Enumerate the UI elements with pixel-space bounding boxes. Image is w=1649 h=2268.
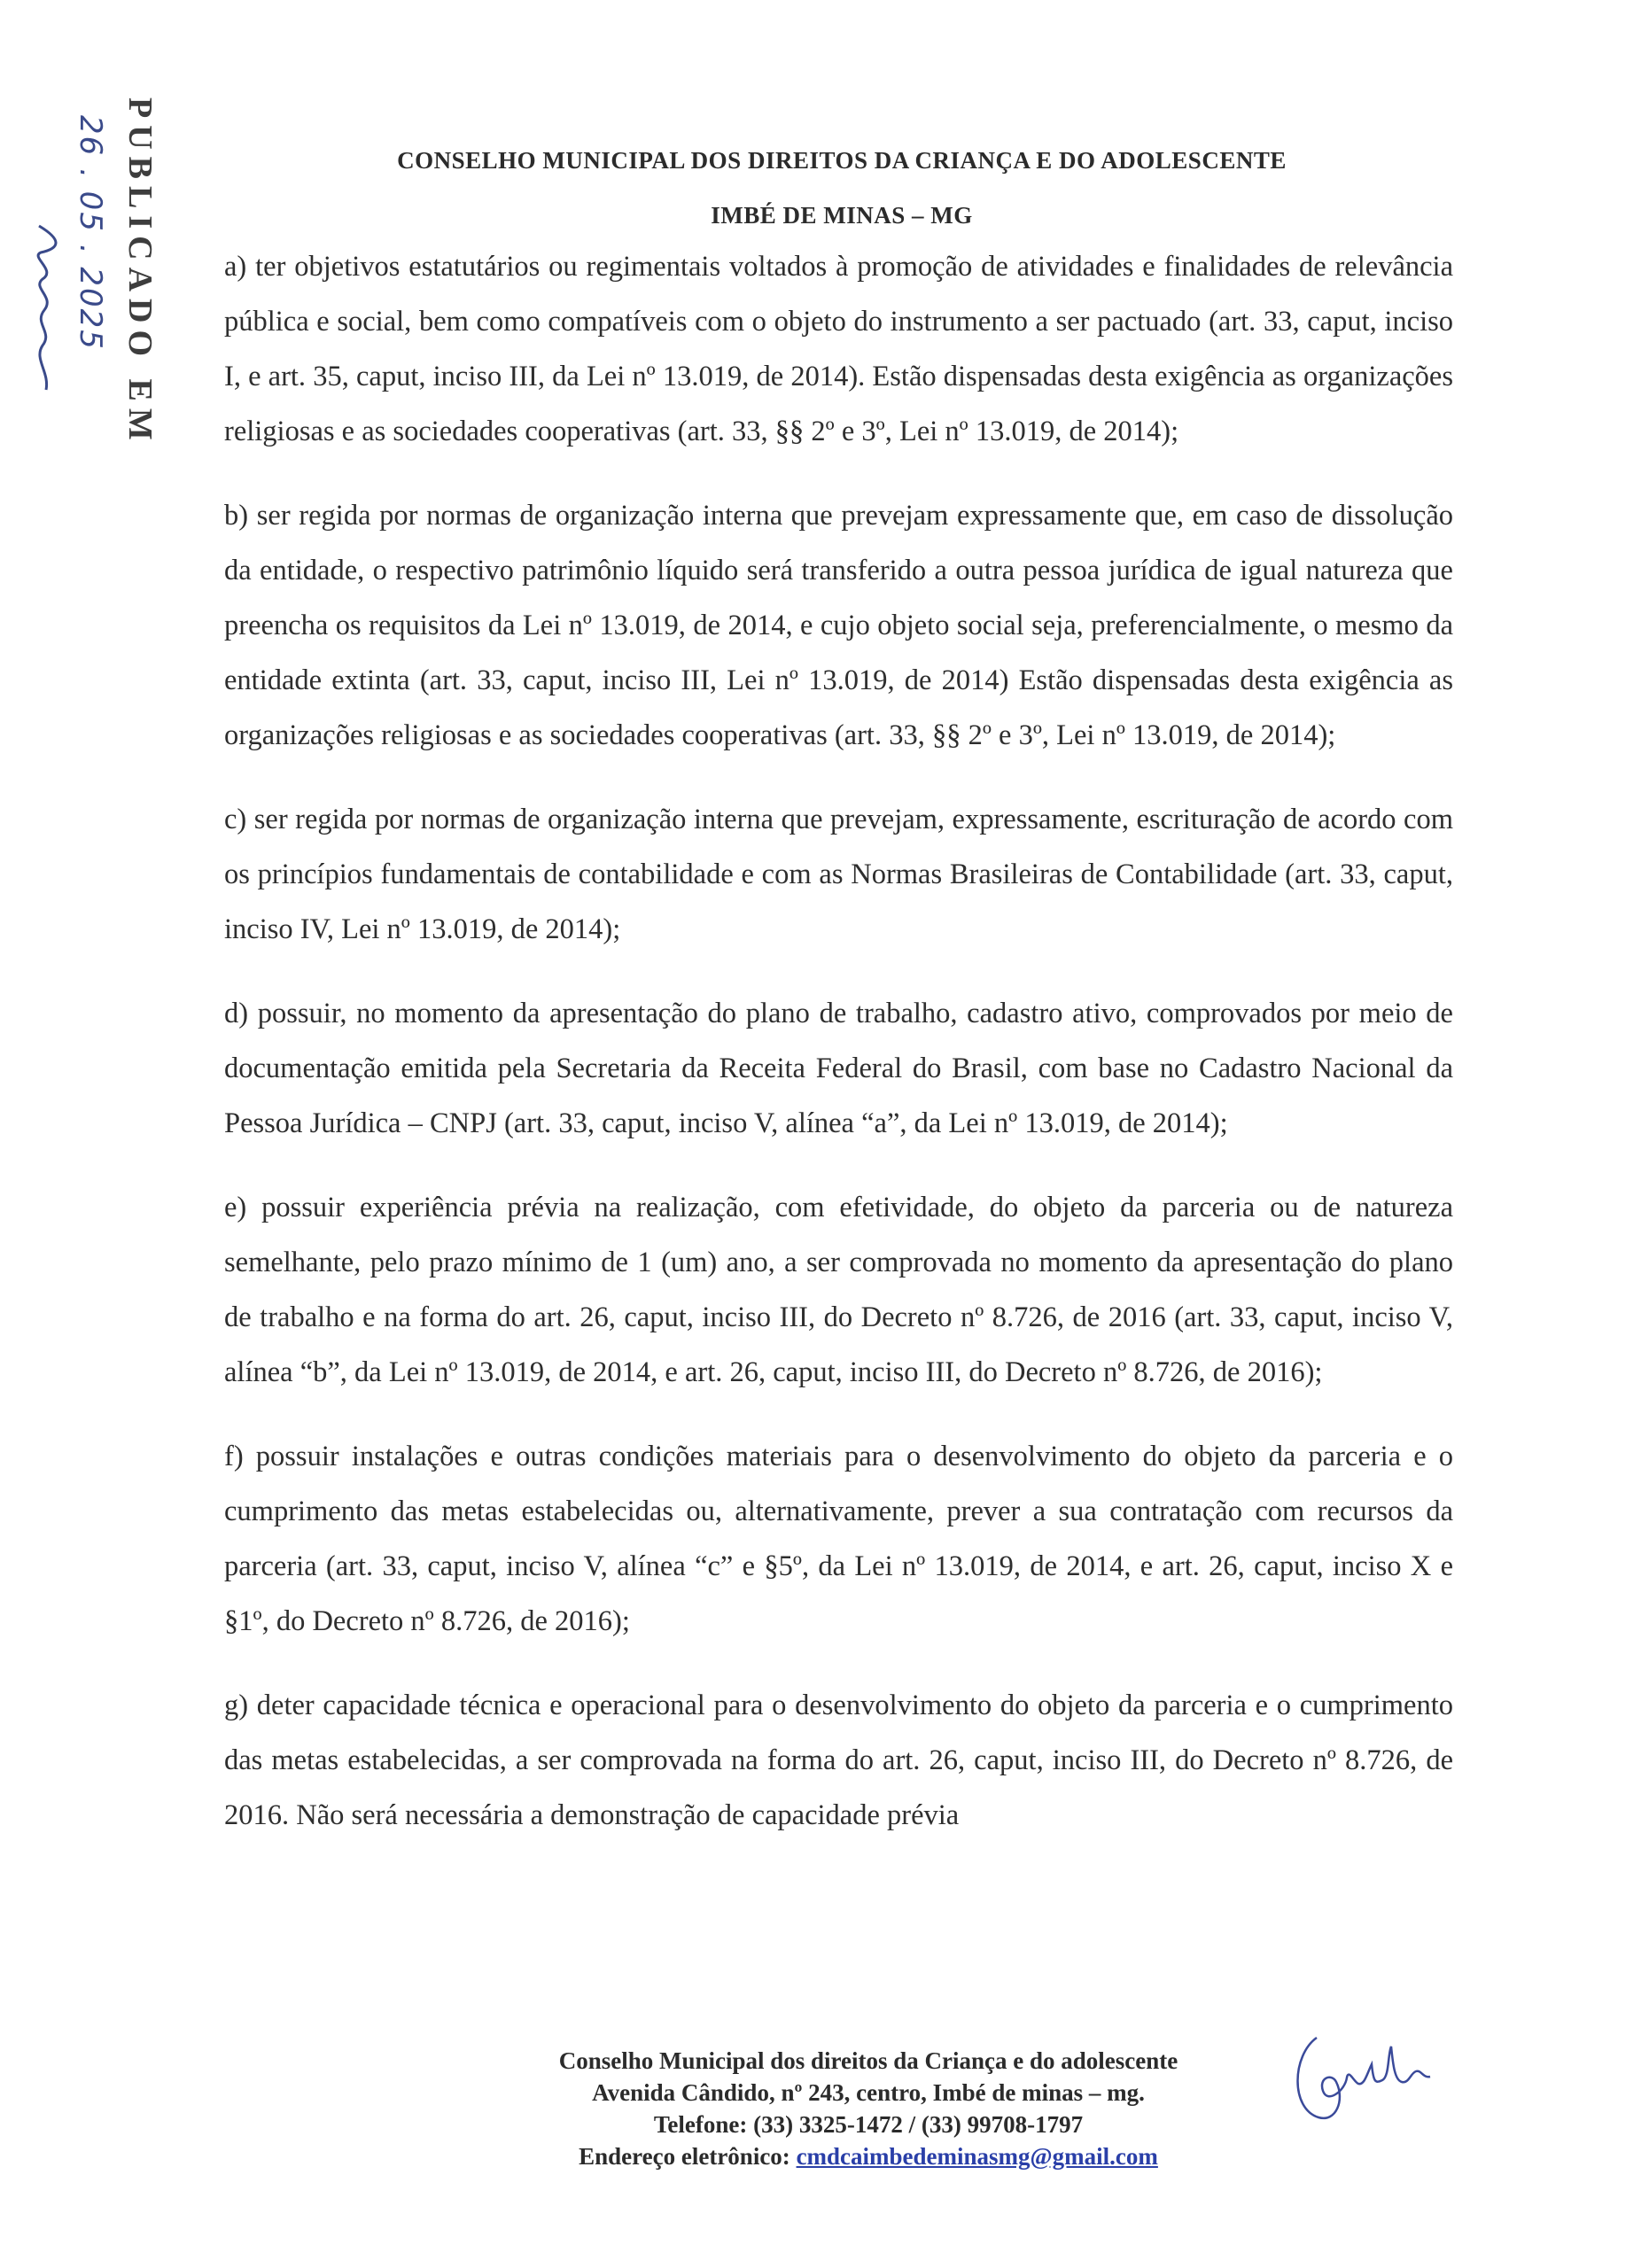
handwritten-signature (1283, 2029, 1443, 2126)
header-title: CONSELHO MUNICIPAL DOS DIREITOS DA CRIANÇA E DO ADOLESCENTE (397, 147, 1287, 174)
paragraph-g: g) deter capacidade técnica e operacional para o desenvolvimento do objeto da parceria e o cumprimento das metas estabelecidas, a ser comprovada na forma do art. 26, caput, inciso III, do Decreto nº 8.726, de 2016. Não será necessária a demonstração de capacidade prévia (224, 1689, 1453, 1831)
footer-phone: Telefone: (33) 3325-1472 / (33) 99708-1797 (653, 2111, 1084, 2138)
paragraph-a: a) ter objetivos estatutários ou regimentais voltados à promoção de atividades e finalidades de relevância pública e social, bem como compatíveis com o objeto do instrumento a ser pactuado (art. 33, caput, inciso I, e art. 35, caput, inciso III, da Lei nº 13.019, de 2014). Estão dispensadas desta exigência as organizações religiosas e as sociedades cooperativas (art. 33, §§ 2º e 3º, Lei nº 13.019, de 2014); (224, 251, 1453, 447)
document-footer (381, 2045, 1356, 2172)
header-subtitle: IMBÉ DE MINAS – MG (711, 202, 973, 229)
paragraph-f: f) possuir instalações e outras condições materiais para o desenvolvimento do objeto da parceria e o cumprimento das metas estabelecidas ou, alternativamente, prever a sua contratação com recursos da parceria (art. 33, caput, inciso V, alínea “c” e §5º, da Lei nº 13.019, de 2014, e art. 26, caput, inciso X e §1º, do Decreto nº 8.726, de 2016); (224, 1441, 1453, 1637)
footer-email-line (381, 2140, 1356, 2172)
stamp-signature (18, 221, 66, 416)
stamp-date: 26 . 05 . 2025 (73, 115, 108, 351)
publication-stamp (73, 97, 170, 452)
footer-email-label: Endereço eletrônico: (579, 2143, 790, 2170)
paragraph-d: d) possuir, no momento da apresentação do plano de trabalho, cadastro ativo, comprovados por meio de documentação emitida pela Secretaria da Receita Federal do Brasil, com base no Cadastro Nacional da Pessoa Jurídica – CNPJ (art. 33, caput, inciso V, alínea “a”, da Lei nº 13.019, de 2014); (224, 998, 1453, 1139)
stamp-label: PUBLICADO EM (121, 97, 159, 447)
signature-mark (1283, 2029, 1443, 2126)
document-body (224, 239, 1453, 1872)
paragraph-e: e) possuir experiência prévia na realização, com efetividade, do objeto da parceria ou de natureza semelhante, pelo prazo mínimo de 1 (um) ano, a ser comprovada no momento da apresentação do plano de trabalho e na forma do art. 26, caput, inciso III, do Decreto nº 8.726, de 2016 (art. 33, caput, inciso V, alínea “b”, da Lei nº 13.019, de 2014, e art. 26, caput, inciso III, do Decreto nº 8.726, de 2016); (224, 1192, 1453, 1388)
stamp-signature-mark (25, 221, 66, 416)
footer-address: Avenida Cândido, nº 243, centro, Imbé de minas – mg. (592, 2079, 1145, 2106)
paragraph-c: c) ser regida por normas de organização interna que prevejam, expressamente, escrituração de acordo com os princípios fundamentais de contabilidade e com as Normas Brasileiras de Contabilidade (art. 33, caput, inciso IV, Lei nº 13.019, de 2014); (224, 804, 1453, 945)
footer-email-link[interactable]: cmdcaimbedeminasmg@gmail.com (796, 2143, 1158, 2170)
document-header (266, 133, 1418, 243)
paragraph-b: b) ser regida por normas de organização interna que prevejam expressamente que, em caso de dissolução da entidade, o respectivo patrimônio líquido será transferido a outra pessoa jurídica de igual natureza que preencha os requisitos da Lei nº 13.019, de 2014, e cujo objeto social seja, preferencialmente, o mesmo da entidade extinta (art. 33, caput, inciso III, Lei nº 13.019, de 2014) Estão dispensadas desta exigência as organizações religiosas e as sociedades cooperativas (art. 33, §§ 2º e 3º, Lei nº 13.019, de 2014); (224, 500, 1453, 751)
footer-org: Conselho Municipal dos direitos da Criança e do adolescente (558, 2047, 1178, 2074)
